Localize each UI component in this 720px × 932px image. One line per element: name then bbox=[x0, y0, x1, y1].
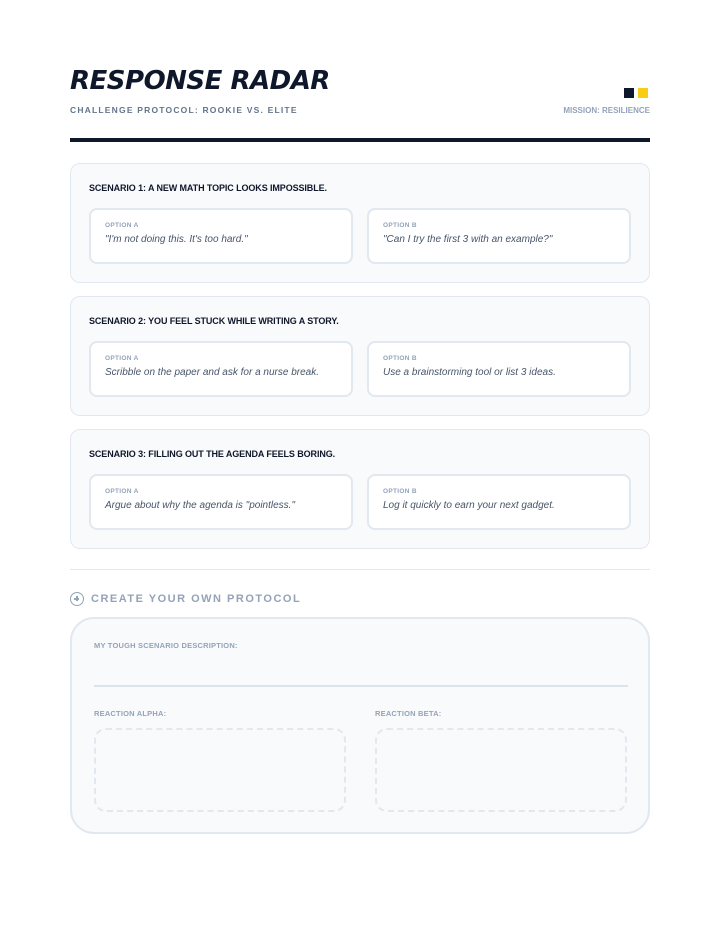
option-text: "I'm not doing this. It's too hard." bbox=[105, 234, 248, 245]
scenario-card-1 bbox=[70, 163, 650, 283]
page-title: RESPONSE RADAR bbox=[70, 66, 330, 96]
option-label: OPTION A bbox=[105, 355, 139, 362]
option-a-card[interactable] bbox=[89, 208, 353, 264]
page-subtitle: CHALLENGE PROTOCOL: ROOKIE VS. ELITE bbox=[70, 105, 298, 115]
option-label: OPTION B bbox=[383, 355, 417, 362]
option-label: OPTION B bbox=[383, 488, 417, 495]
option-b-card[interactable] bbox=[367, 474, 631, 530]
scenario-card-2 bbox=[70, 296, 650, 416]
option-b-card[interactable] bbox=[367, 208, 631, 264]
color-swatches bbox=[624, 88, 648, 98]
option-label: OPTION A bbox=[105, 488, 139, 495]
gold-swatch bbox=[638, 88, 648, 98]
reaction-alpha-box[interactable] bbox=[94, 728, 346, 812]
scenario-title: SCENARIO 1: A NEW MATH TOPIC LOOKS IMPOSSIBLE. bbox=[89, 183, 327, 193]
option-text: Scribble on the paper and ask for a nurse break. bbox=[105, 367, 320, 378]
option-text: "Can I try the first 3 with an example?" bbox=[383, 234, 553, 245]
option-a-card[interactable] bbox=[89, 474, 353, 530]
section-divider bbox=[70, 569, 650, 570]
option-label: OPTION A bbox=[105, 222, 139, 229]
scenario-title: SCENARIO 2: YOU FEEL STUCK WHILE WRITING A STORY. bbox=[89, 316, 339, 326]
option-label: OPTION B bbox=[383, 222, 417, 229]
scenario-title: SCENARIO 3: FILLING OUT THE AGENDA FEELS BORING. bbox=[89, 449, 336, 459]
reaction-beta-label: REACTION BETA: bbox=[375, 709, 442, 718]
option-a-card[interactable] bbox=[89, 341, 353, 397]
create-protocol-heading bbox=[70, 592, 301, 606]
description-label: MY TOUGH SCENARIO DESCRIPTION: bbox=[94, 641, 238, 650]
navy-swatch bbox=[624, 88, 634, 98]
header-rule bbox=[70, 138, 650, 142]
scenario-card-3 bbox=[70, 429, 650, 549]
reaction-beta-box[interactable] bbox=[375, 728, 627, 812]
option-text: Argue about why the agenda is "pointless." bbox=[105, 500, 295, 511]
option-b-card[interactable] bbox=[367, 341, 631, 397]
option-text: Log it quickly to earn your next gadget. bbox=[383, 500, 555, 511]
mission-label: MISSION: RESILIENCE bbox=[563, 106, 650, 115]
plus-circle-icon bbox=[70, 592, 84, 606]
reaction-alpha-label: REACTION ALPHA: bbox=[94, 709, 167, 718]
create-protocol-label: CREATE YOUR OWN PROTOCOL bbox=[91, 593, 302, 605]
custom-protocol-card bbox=[70, 617, 650, 834]
option-text: Use a brainstorming tool or list 3 ideas. bbox=[383, 367, 556, 378]
description-input-line[interactable] bbox=[94, 685, 628, 687]
